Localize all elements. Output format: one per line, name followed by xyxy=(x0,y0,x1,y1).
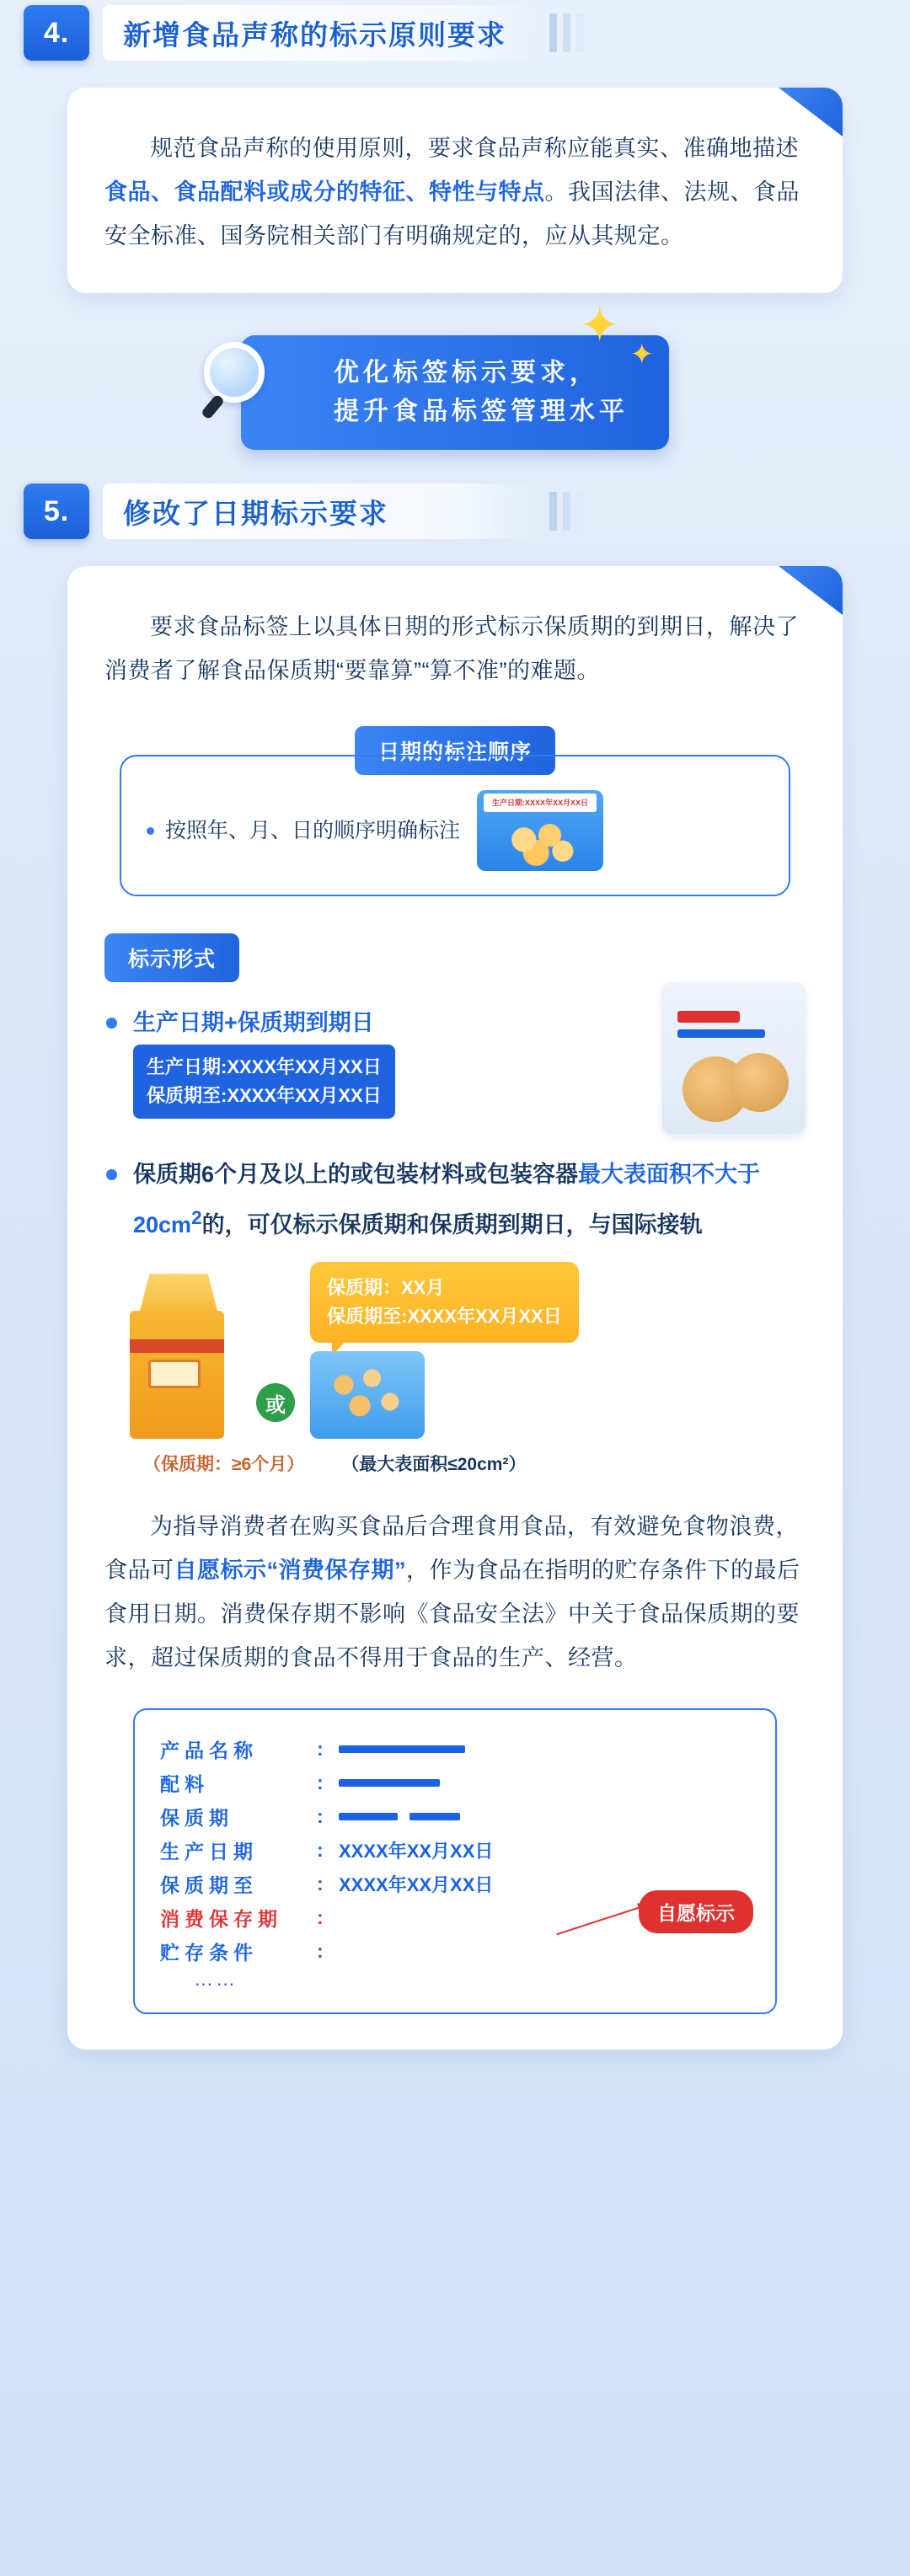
item2-text-b: 的，可仅标示保质期和保质期到期日，与国际接轨 xyxy=(201,1212,703,1237)
mark-form-item-2 xyxy=(104,1152,806,1247)
products-row xyxy=(104,1262,806,1439)
magnifier-icon xyxy=(204,342,276,414)
bubble-line-2: 保质期至:XXXX年XX月XX日 xyxy=(327,1306,562,1327)
label-value-bar xyxy=(339,1779,440,1787)
food-illustration xyxy=(500,822,581,866)
section-number: 4. xyxy=(24,5,89,61)
label-key: 配料 xyxy=(160,1772,209,1795)
label-row: 配料 : xyxy=(160,1766,750,1799)
mark-form-item-1-datebox xyxy=(133,1045,395,1119)
label-row-highlight: 消费保存期 : xyxy=(160,1900,750,1934)
captions-row xyxy=(104,1451,806,1476)
consumer-pre: 为指导消费者在购买食品后合理食用食品，有效避免食物浪费，食品可 xyxy=(104,1514,799,1583)
section-5-card xyxy=(67,566,843,2050)
label-row: 生产日期 : XXXX年XX月XX日 xyxy=(160,1833,750,1867)
consumer-highlight: 自愿标示“消费保存期” xyxy=(174,1558,406,1583)
paragraph-post: 。我国法律、法规、食品安全标准、国务院相关部门有明确规定的，应从其规定。 xyxy=(104,179,800,249)
label-key: 消费保存期 xyxy=(160,1907,282,1930)
banner-line-1: 优化标签标示要求， xyxy=(334,359,599,387)
datebox-line-1: 生产日期:XXXX年XX月XX日 xyxy=(147,1056,382,1077)
bubble-line-1: 保质期：XX月 xyxy=(327,1277,445,1298)
mark-form-pill: 标示形式 xyxy=(104,933,239,982)
label-value-bar-2 xyxy=(410,1813,460,1820)
section-title: 修改了日期标示要求 xyxy=(123,497,388,529)
header-bars-decor xyxy=(549,492,584,531)
package-date-label: 生产日期:XXXX年XX月XX日 xyxy=(484,794,597,812)
label-value-bar xyxy=(339,1813,398,1820)
section-4-card xyxy=(67,88,843,293)
section-title-wrap xyxy=(103,484,541,539)
label-key: 贮存条件 xyxy=(160,1941,258,1964)
consumer-mid: ，作为食品在指明的贮存条件下的最后食用日期。消费保存期不影响《食品安全法》中关于食品保质期的要求，超过保质期的食品不得用于食品的生产、经营。 xyxy=(104,1558,800,1670)
label-value-bar xyxy=(339,1745,465,1753)
carton-illustration xyxy=(130,1274,241,1439)
package-illustration-crackers xyxy=(662,982,806,1134)
label-key: 保质期至 xyxy=(160,1873,258,1896)
label-value: XXXX年XX月XX日 xyxy=(339,1840,494,1862)
section-header-5 xyxy=(24,478,910,544)
section-header-4 xyxy=(24,0,910,66)
package-illustration-blue xyxy=(477,790,603,871)
label-key: 保质期 xyxy=(160,1806,233,1829)
caption-right: （最大表面积≤20cm²） xyxy=(341,1455,527,1474)
section-number: 5. xyxy=(24,484,89,539)
mark-form-item-1: 生产日期+保质期到期日 xyxy=(104,1001,649,1045)
section-5-paragraph: 要求食品标签上以具体日期的形式标示保质期的到期日，解决了消费者了解食品保质期“要靠算”“算不准”的难题。 xyxy=(104,614,799,683)
paragraph-pre: 规范食品声称的使用原则，要求食品声称应能真实、准确地描述 xyxy=(150,136,799,161)
label-value: XXXX年XX月XX日 xyxy=(339,1873,494,1895)
or-badge: 或 xyxy=(256,1383,295,1422)
date-order-box xyxy=(120,755,790,896)
highlight-banner xyxy=(241,298,669,450)
item2-superscript: 2 xyxy=(191,1207,202,1228)
label-key: 产品名称 xyxy=(160,1739,258,1761)
consumer-paragraph xyxy=(104,1504,806,1680)
shelf-life-bubble xyxy=(310,1262,579,1343)
mark-form-pill-wrap xyxy=(104,933,806,982)
item2-highlight: 最大表面积不大于20cm xyxy=(133,1162,761,1237)
sparkle-small-icon: ✦ xyxy=(629,339,654,371)
label-row: 贮存条件 : xyxy=(160,1934,750,1968)
label-row: 产品名称 : xyxy=(160,1732,750,1766)
sparkle-icon: ✦ xyxy=(579,298,620,353)
datebox-line-2: 保质期至:XXXX年XX月XX日 xyxy=(147,1085,382,1106)
paragraph-highlight: 食品、食品配料或成分的特征、特性与特点 xyxy=(104,179,545,205)
label-key: 生产日期 xyxy=(160,1840,258,1863)
section-4-paragraph xyxy=(104,126,806,258)
label-row: 保质期 : xyxy=(160,1799,750,1833)
caption-left: （保质期：≥6个月） xyxy=(143,1455,305,1474)
section-title: 新增食品声称的标示原则要求 xyxy=(123,19,506,51)
header-bars-decor xyxy=(549,13,584,52)
banner-line-2: 提升食品标签管理水平 xyxy=(334,398,629,425)
label-sample-box xyxy=(133,1708,777,2014)
date-order-bullet: 按照年、月、日的顺序明确标注 xyxy=(147,813,460,848)
label-ellipsis: …… xyxy=(194,1968,238,1990)
section-title-wrap xyxy=(103,5,541,61)
highlight-banner-wrap xyxy=(0,298,910,450)
package-illustration-chips xyxy=(310,1351,425,1439)
item2-text-a: 保质期6个月及以上的或包装材料或包装容器 xyxy=(133,1162,579,1187)
date-order-pill: 日期的标注顺序 xyxy=(355,726,555,775)
label-row: 保质期至 : XXXX年XX月XX日 xyxy=(160,1867,750,1900)
voluntary-label-tag: 自愿标示 xyxy=(639,1890,753,1933)
